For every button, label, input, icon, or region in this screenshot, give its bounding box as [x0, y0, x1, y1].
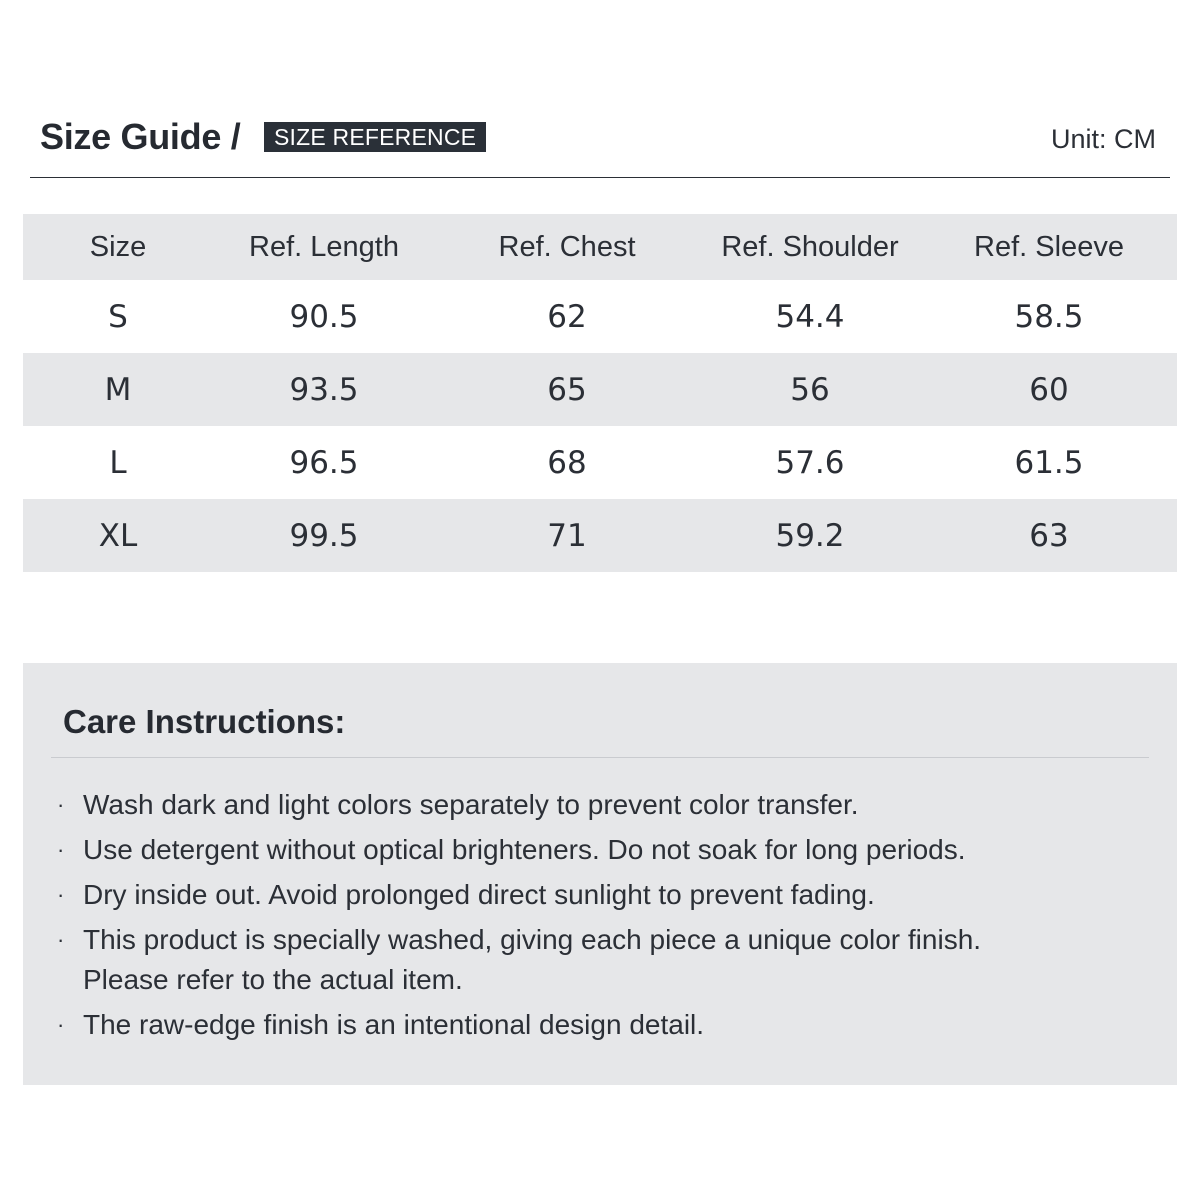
table-header-row	[23, 214, 1177, 280]
table-cell-size: XL	[98, 517, 138, 554]
divider	[51, 757, 1149, 758]
table-cell-sleeve: 61.5	[1014, 444, 1084, 481]
table-row	[23, 426, 1177, 499]
size-reference-badge: SIZE REFERENCE	[264, 122, 486, 152]
care-item-text: Dry inside out. Avoid prolonged direct sunlight to prevent fading.	[83, 879, 875, 910]
table-cell-shoulder: 56	[790, 371, 830, 408]
care-item-text: Wash dark and light colors separately to prevent color transfer.	[83, 789, 859, 820]
table-cell-chest: 62	[547, 298, 587, 335]
table-cell-chest: 71	[547, 517, 587, 554]
table-row	[23, 280, 1177, 353]
list-item	[53, 785, 1143, 825]
size-guide-header	[30, 112, 1170, 178]
table-cell-length: 96.5	[289, 444, 359, 481]
table-cell-chest: 65	[547, 371, 587, 408]
table-cell-size: L	[109, 444, 127, 481]
bullet-icon: ·	[57, 882, 65, 907]
care-instructions-title: Care Instructions:	[63, 703, 346, 740]
table-cell-shoulder: 59.2	[775, 517, 845, 554]
care-instructions-panel	[23, 663, 1177, 1085]
table-cell-length: 99.5	[289, 517, 359, 554]
page-title: Size Guide /	[40, 116, 241, 157]
bullet-icon: ·	[57, 927, 65, 952]
table-cell-shoulder: 54.4	[775, 298, 845, 335]
table-cell-sleeve: 63	[1029, 517, 1069, 554]
table-cell-length: 90.5	[289, 298, 359, 335]
care-item-text: Use detergent without optical brighteners. Do not soak for long periods.	[83, 834, 966, 865]
care-item-text: The raw-edge finish is an intentional design detail.	[83, 1009, 705, 1040]
table-cell-size: S	[108, 298, 128, 335]
column-header-length: Ref. Length	[249, 230, 399, 263]
table-cell-length: 93.5	[289, 371, 359, 408]
bullet-icon: ·	[57, 837, 65, 862]
care-item-text: This product is specially washed, giving each piece a unique color finish.	[83, 924, 982, 955]
table-cell-size: M	[104, 371, 132, 408]
size-table	[23, 214, 1177, 572]
column-header-sleeve: Ref. Sleeve	[974, 230, 1124, 263]
column-header-size: Size	[89, 230, 147, 263]
list-item	[53, 1005, 1143, 1045]
table-cell-sleeve: 60	[1029, 371, 1069, 408]
column-header-chest: Ref. Chest	[498, 230, 636, 263]
list-item	[53, 875, 1143, 915]
table-cell-shoulder: 57.6	[775, 444, 845, 481]
bullet-icon: ·	[57, 792, 65, 817]
list-item	[53, 830, 1143, 870]
care-item-text-continued: Please refer to the actual item.	[83, 964, 463, 995]
table-row	[23, 353, 1177, 426]
column-header-shoulder: Ref. Shoulder	[721, 230, 899, 263]
table-cell-chest: 68	[547, 444, 587, 481]
unit-label: Unit: CM	[1050, 124, 1156, 154]
care-instructions-list	[53, 785, 1143, 1050]
list-item	[53, 920, 1143, 1000]
table-cell-sleeve: 58.5	[1014, 298, 1084, 335]
bullet-icon: ·	[57, 1012, 65, 1037]
table-row	[23, 499, 1177, 572]
